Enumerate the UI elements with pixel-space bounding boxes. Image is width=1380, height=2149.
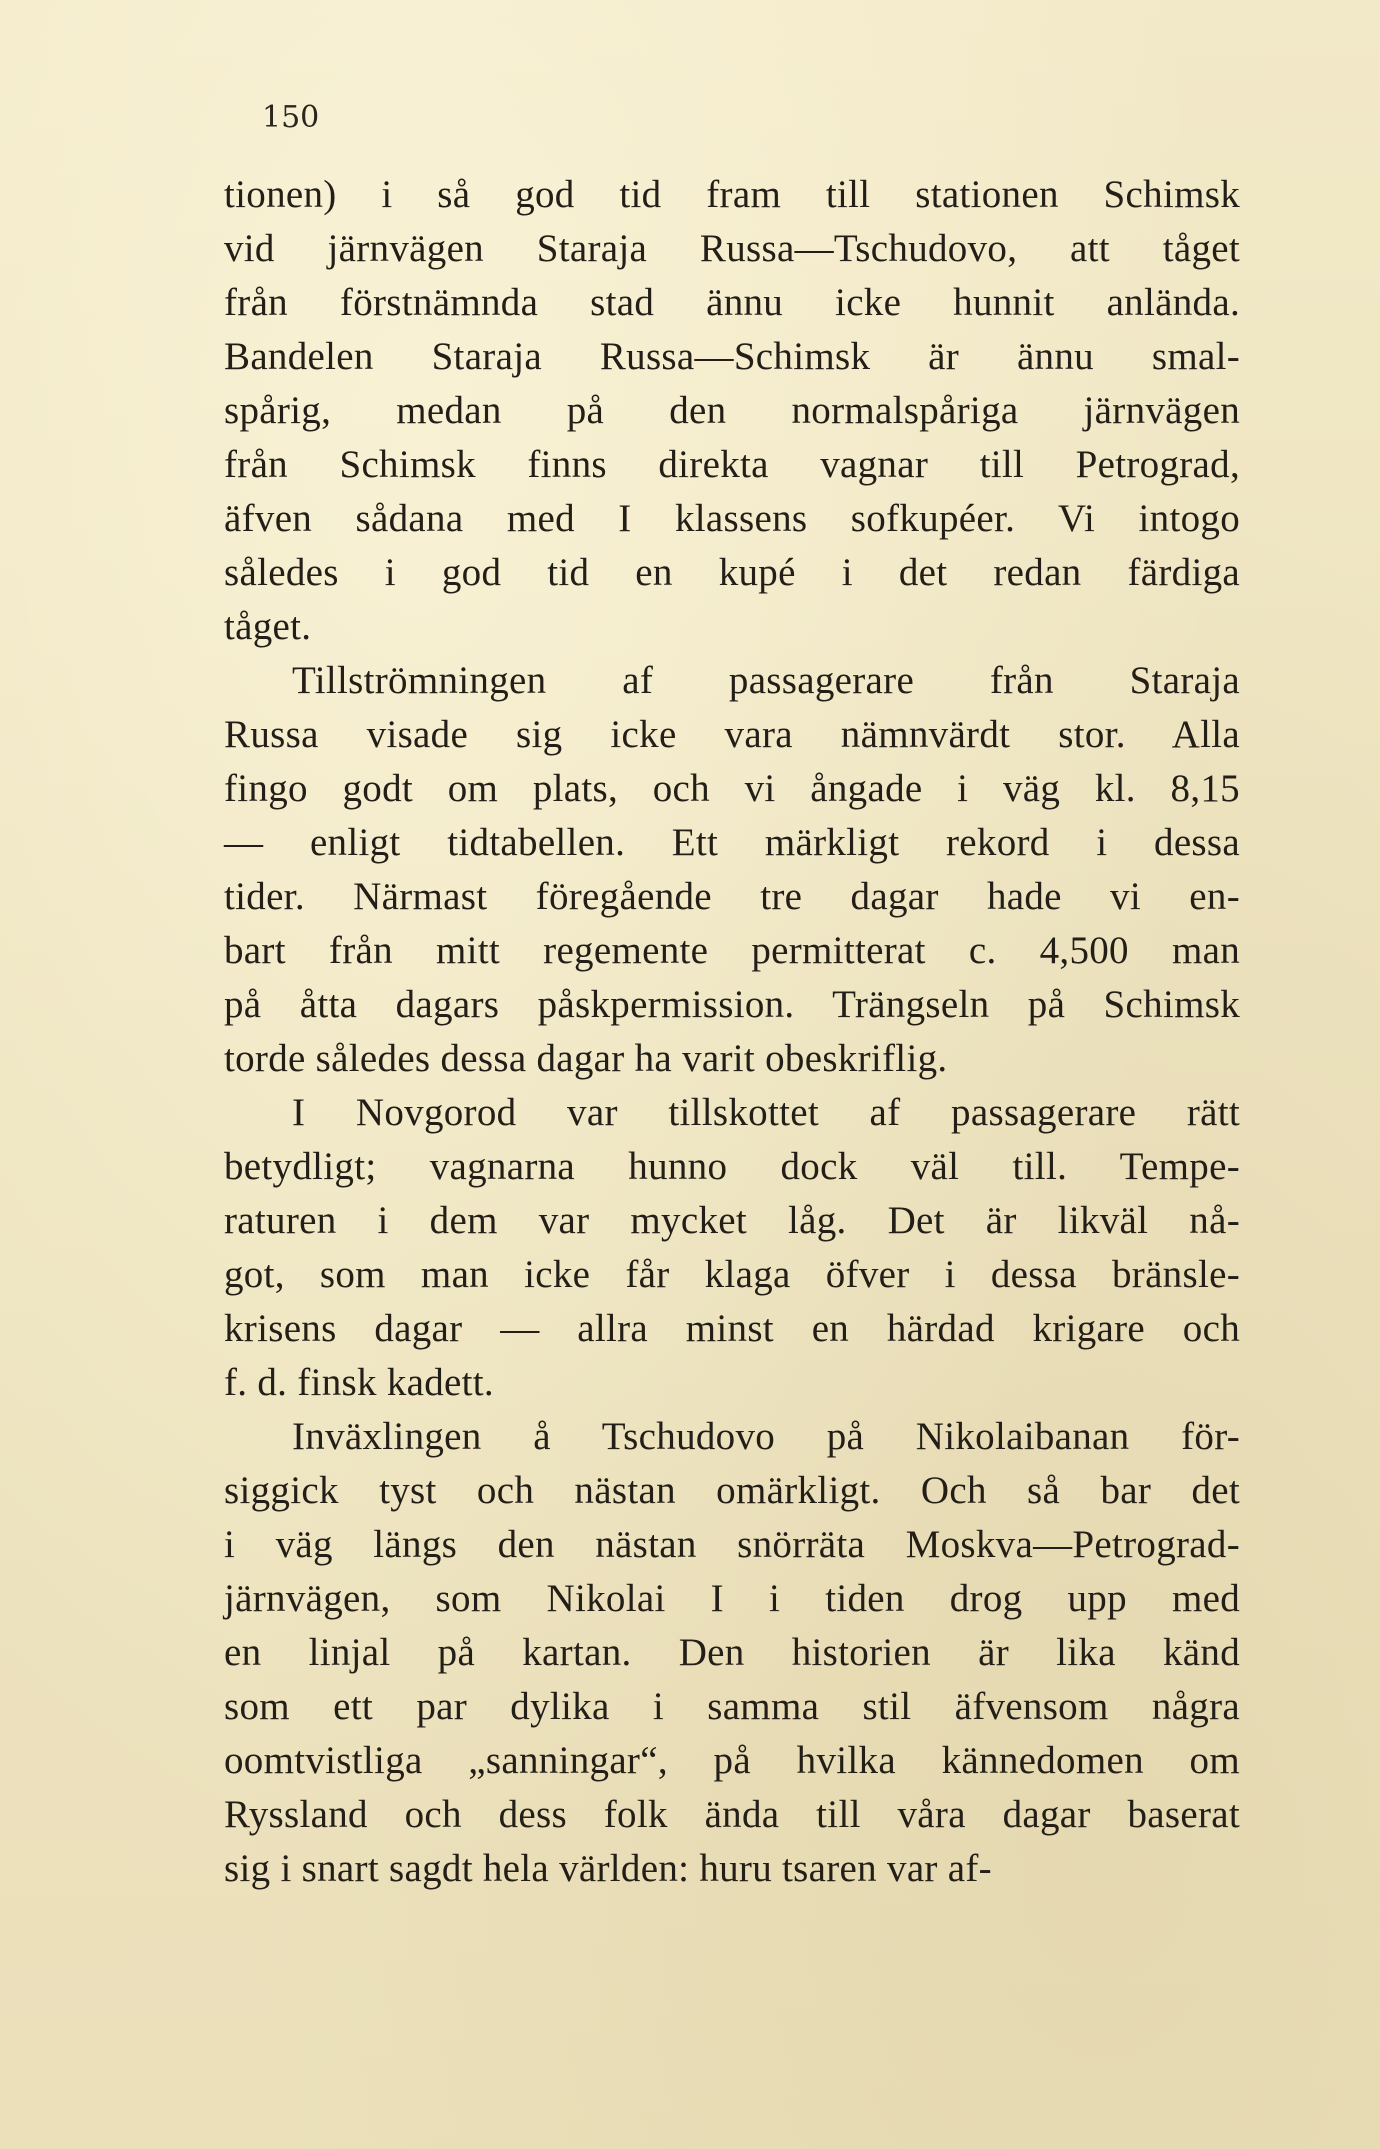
text-line: — enligt tidtabellen. Ett märkligt rekord i dessa [224, 821, 1240, 864]
text-line: i väg längs den nästan snörräta Moskva—Petrograd- [224, 1523, 1240, 1566]
text-line: äfven sådana med I klassens sofkupéer. Vi intogo [224, 497, 1240, 540]
text-line: på åtta dagars påskpermission. Trängseln på Schimsk [224, 983, 1240, 1026]
text-line: en linjal på kartan. Den historien är lika känd [224, 1631, 1240, 1674]
text-line: från förstnämnda stad ännu icke hunnit anlända. [224, 281, 1240, 324]
page-number: 150 [262, 100, 320, 135]
text-line: järnvägen, som Nikolai I i tiden drog upp med [224, 1577, 1240, 1620]
paragraph [224, 1086, 1240, 1410]
text-line: Bandelen Staraja Russa—Schimsk är ännu smal- [224, 335, 1240, 378]
text-line: krisens dagar — allra minst en härdad krigare och [224, 1307, 1240, 1350]
paragraph [224, 654, 1240, 1086]
text-line: oomtvistliga „sanningar“, på hvilka kännedomen om [224, 1739, 1240, 1782]
text-line: från Schimsk finns direkta vagnar till Petrograd, [224, 443, 1240, 486]
text-line: got, som man icke får klaga öfver i dessa bränsle- [224, 1253, 1240, 1296]
text-line: sig i snart sagdt hela världen: huru tsaren var af- [224, 1847, 992, 1890]
text-line: betydligt; vagnarna hunno dock väl till. Tempe- [224, 1145, 1240, 1188]
text-line: Tillströmningen af passagerare från Staraja [292, 659, 1240, 702]
text-line: I Novgorod var tillskottet af passagerare rätt [292, 1091, 1240, 1134]
text-line: tionen) i så god tid fram till stationen Schimsk [224, 173, 1240, 216]
text-line: torde således dessa dagar ha varit obeskriflig. [224, 1037, 948, 1080]
text-line: som ett par dylika i samma stil äfvensom några [224, 1685, 1240, 1728]
text-line: fingo godt om plats, och vi ångade i väg kl. 8,15 [224, 767, 1240, 810]
text-line: Russa visade sig icke vara nämnvärdt stor. Alla [224, 713, 1240, 756]
text-line: bart från mitt regemente permitterat c. 4,500 man [224, 929, 1240, 972]
text-line: tåget. [224, 605, 312, 648]
text-line: Inväxlingen å Tschudovo på Nikolaibanan för- [292, 1415, 1240, 1458]
text-line: raturen i dem var mycket låg. Det är likväl nå- [224, 1199, 1240, 1242]
body-text [224, 168, 1240, 1896]
text-line: Ryssland och dess folk ända till våra dagar baserat [224, 1793, 1240, 1836]
paragraph [224, 1410, 1240, 1896]
text-line: tider. Närmast föregående tre dagar hade vi en- [224, 875, 1240, 918]
text-line: siggick tyst och nästan omärkligt. Och så bar det [224, 1469, 1240, 1512]
text-line: f. d. finsk kadett. [224, 1361, 494, 1404]
text-line: således i god tid en kupé i det redan färdiga [224, 551, 1240, 594]
text-line: vid järnvägen Staraja Russa—Tschudovo, att tåget [224, 227, 1240, 270]
text-line: spårig, medan på den normalspåriga järnvägen [224, 389, 1240, 432]
paragraph [224, 168, 1240, 654]
